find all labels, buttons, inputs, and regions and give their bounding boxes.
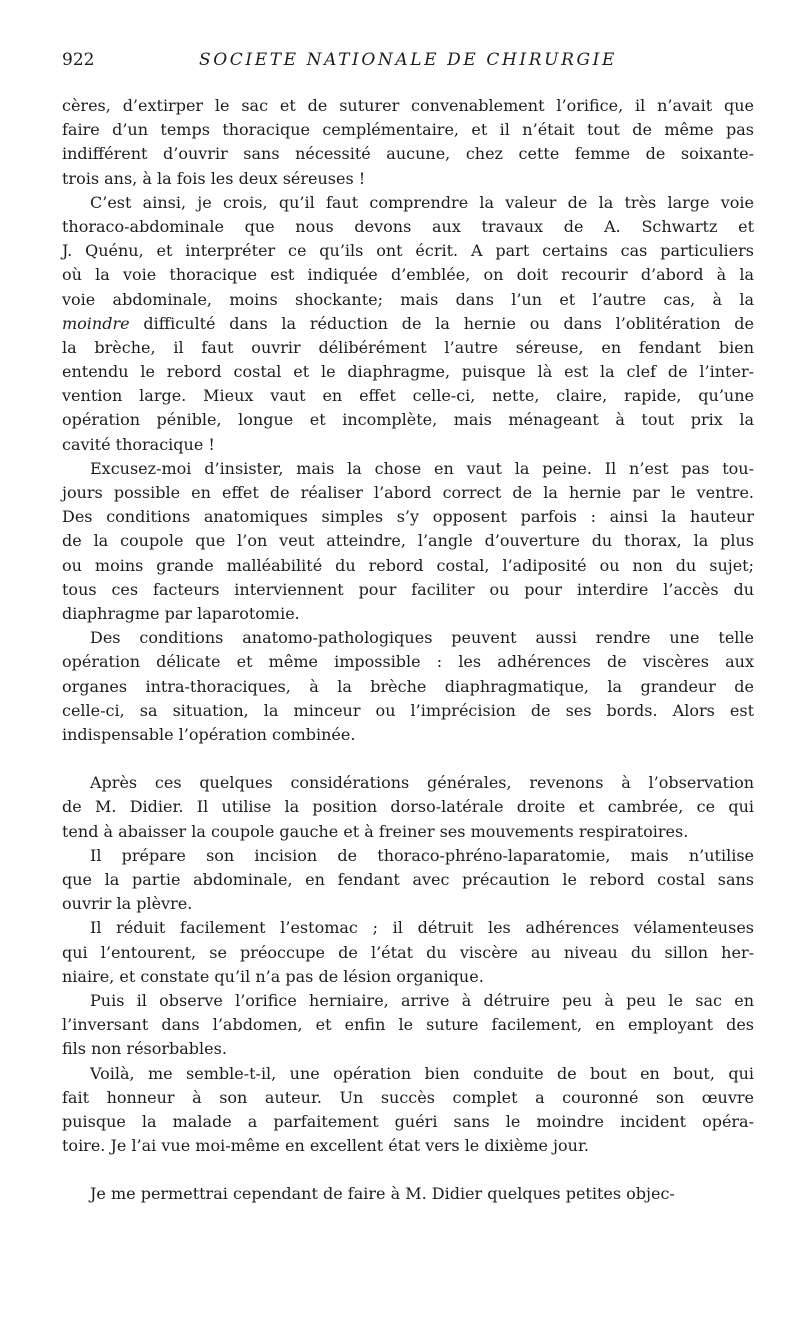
text-line: Il réduit facilement l’estomac ; il détruit les adhérences vélamenteuses [90, 918, 754, 938]
text-line: toire. Je l’ai vue moi-même en excellent état vers le dixième jour. [62, 1136, 589, 1156]
paragraph [62, 457, 754, 626]
paragraph-gap [62, 1158, 754, 1182]
paragraph-gap [62, 747, 754, 771]
paragraph [62, 916, 754, 989]
text-line: trois ans, à la fois les deux séreuses ! [62, 168, 366, 188]
text-line: tend à abaisser la coupole gauche et à freiner ses mouvements respiratoires. [62, 821, 689, 841]
text-line: de M. Didier. Il utilise la position dorso-latérale droite et cambrée, ce qui [62, 797, 754, 817]
text-line: indispensable l’opération combinée. [62, 724, 356, 744]
text-line: tous ces facteurs interviennent pour faciliter ou pour interdire l’accès du [62, 579, 754, 599]
text-line: opération pénible, longue et incomplète, mais ménageant à tout prix la [62, 410, 754, 430]
text-line: que la partie abdominale, en fendant avec précaution le rebord costal sans [62, 870, 754, 889]
text-line: fait honneur à son auteur. Un succès complet a couronné son œuvre [62, 1087, 754, 1107]
paragraph [62, 94, 754, 191]
text-line: la brèche, il faut ouvrir délibérément l’autre séreuse, en fendant bien [62, 337, 754, 357]
text-line: l’inversant dans l’abdomen, et enfin le suture facilement, en employant des [62, 1015, 754, 1035]
paragraph [62, 989, 754, 1062]
text-line: ouvrir la plèvre. [62, 894, 193, 914]
text-line: qui l’entourent, se préoccupe de l’état du viscère au niveau du sillon her- [62, 942, 754, 962]
page-number: 922 [62, 50, 95, 70]
paragraph [62, 771, 754, 844]
text-line: Après ces quelques considérations générales, revenons à l’observation [90, 773, 754, 793]
text-line: indifférent d’ouvrir sans nécessité aucune, chez cette femme de soixante- [62, 144, 754, 164]
text-line: puisque la malade a parfaitement guéri sans le moindre incident opéra- [62, 1111, 754, 1131]
text-line: entendu le rebord costal et le diaphragme, puisque là est la clef de l’inter- [62, 362, 754, 382]
text-line: Je me permettrai cependant de faire à M. Didier quelques petites objec- [90, 1184, 675, 1204]
text-line: voie abdominale, moins shockante; mais dans l’un et l’autre cas, à la [62, 289, 754, 309]
text-line: diaphragme par laparotomie. [62, 603, 300, 623]
text-line: Puis il observe l’orifice herniaire, arrive à détruire peu à peu le sac en [90, 990, 754, 1010]
paragraph [62, 191, 754, 457]
paragraph [62, 844, 754, 917]
text-line: Des conditions anatomiques simples s’y opposent parfois : ainsi la hauteur [62, 507, 754, 527]
text-line: vention large. Mieux vaut en effet celle-ci, nette, claire, rapide, qu’une [62, 386, 754, 406]
text-line: Voilà, me semble-t-il, une opération bien conduite de bout en bout, qui [90, 1063, 754, 1083]
text-line: J. Quénu, et interpréter ce qu’ils ont écrit. A part certains cas particuliers [62, 241, 754, 261]
running-title: SOCIETE NATIONALE DE CHIRURGIE [199, 50, 617, 70]
text-line: de la coupole que l’on veut atteindre, l’angle d’ouverture du thorax, la plus [62, 531, 754, 551]
text-line: niaire, et constate qu’il n’a pas de lésion organique. [62, 966, 484, 986]
text-line: thoraco-abdominale que nous devons aux travaux de A. Schwartz et [62, 216, 754, 236]
text-line: jours possible en effet de réaliser l’abord correct de la hernie par le ventre. [62, 483, 754, 502]
paragraph [62, 1182, 754, 1206]
paragraph [62, 626, 754, 747]
text-line: moindre difficulté dans la réduction de la hernie ou dans l’oblitération de [62, 313, 754, 333]
body-text [62, 94, 754, 1207]
text-line: cavité thoracique ! [62, 434, 215, 454]
text-line: Il prépare son incision de thoraco-phréno-laparatomie, mais n’utilise [90, 845, 754, 865]
page-header [62, 50, 754, 78]
text-line: C’est ainsi, je crois, qu’il faut comprendre la valeur de la très large voie [90, 192, 754, 212]
text-line: où la voie thoracique est indiquée d’emblée, on doit recourir d’abord à la [62, 265, 754, 285]
emphasis: moindre [62, 313, 130, 333]
text-line: Des conditions anatomo-pathologiques peuvent aussi rendre une telle [90, 628, 754, 648]
text-line: faire d’un temps thoracique cemplémentaire, et il n’était tout de même pas [62, 120, 754, 140]
text-line: cères, d’extirper le sac et de suturer convenablement l’orifice, il n’avait que [62, 96, 754, 115]
text-line: ou moins grande malléabilité du rebord costal, l’adiposité ou non du sujet; [62, 555, 754, 575]
text-line: Excusez-moi d’insister, mais la chose en vaut la peine. Il n’est pas tou- [90, 458, 754, 478]
paragraph [62, 1062, 754, 1159]
text-line: fils non résorbables. [62, 1039, 227, 1059]
text-line: celle-ci, sa situation, la minceur ou l’imprécision de ses bords. Alors est [62, 700, 754, 720]
text-line: opération délicate et même impossible : les adhérences de viscères aux [62, 652, 754, 672]
text-line: organes intra-thoraciques, à la brèche diaphragmatique, la grandeur de [62, 676, 754, 696]
